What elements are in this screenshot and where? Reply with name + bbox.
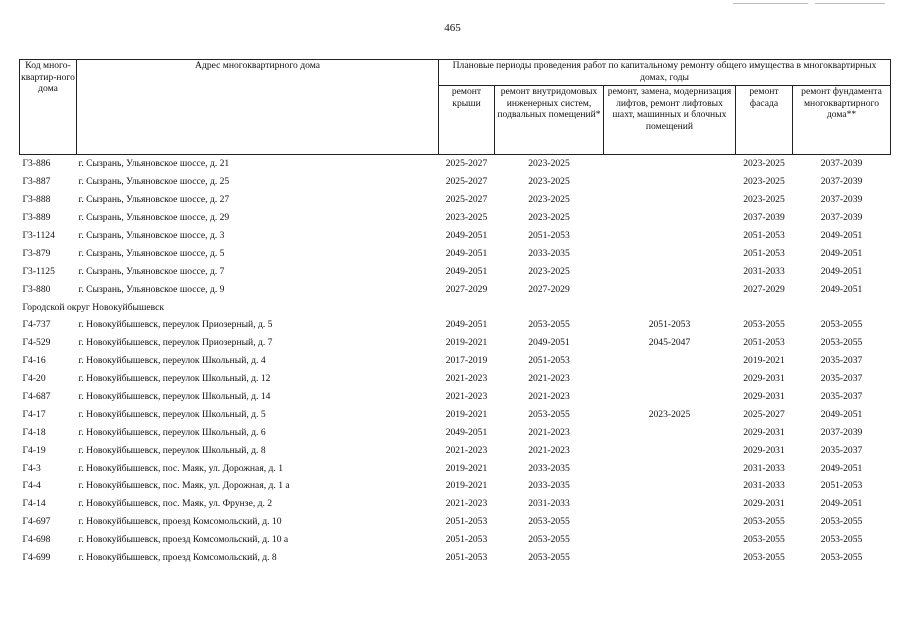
cell-lifts [604,280,736,298]
cell-address: г. Сызрань, Ульяновское шоссе, д. 25 [78,176,230,188]
cell-systems: 2031-2033 [528,498,570,510]
header-periods: Плановые периоды проведения работ по капитальному ремонту общего имущества в многоквартирных домах, годы [439,60,891,86]
cell-address: г. Новокуйбышевск, переулок Школьный, д. 4 [78,355,266,367]
cell-roof: 2051-2053 [445,534,488,546]
table-body [20,155,891,567]
page-number: 465 [444,22,461,34]
cell-foundation: 2053-2055 [820,552,863,564]
cell-lifts [604,549,736,567]
table-row [20,352,891,370]
table-row [20,388,891,406]
cell-code: Г4-697 [22,516,51,528]
cell-facade: 2019-2021 [743,355,785,367]
cell-code: Г4-18 [22,426,46,438]
cell-foundation: 2037-2039 [820,426,863,438]
cell-code: Г4-3 [22,462,41,474]
cell-code: Г4-14 [22,498,46,510]
cell-address: г. Новокуйбышевск, проезд Комсомольский, д. 8 [78,552,277,564]
table-header [20,60,891,155]
cell-foundation: 2037-2039 [820,176,863,188]
cell-systems: 2023-2025 [528,194,570,206]
cell-address: г. Новокуйбышевск, переулок Школьный, д. 8 [78,444,266,456]
cell-foundation: 2049-2051 [820,265,863,277]
cell-foundation: 2051-2053 [820,480,863,492]
cell-lifts [604,155,736,173]
cell-lifts [604,352,736,370]
cell-foundation: 2035-2037 [820,391,863,403]
cell-code: Г4-699 [22,552,51,564]
cell-code: Г3-1124 [22,230,55,241]
cell-facade: 2053-2055 [743,516,785,528]
cell-address: г. Сызрань, Ульяновское шоссе, д. 3 [78,230,225,241]
cell-address: г. Новокуйбышевск, проезд Комсомольский, д. 10 а [78,534,289,546]
cell-foundation: 2049-2051 [820,408,863,420]
cell-foundation: 2053-2055 [820,534,863,546]
cell-systems: 2033-2035 [528,480,570,492]
cell-foundation: 2049-2051 [820,247,863,259]
table-row [20,531,891,549]
table-row [20,280,891,298]
cell-foundation: 2049-2051 [820,283,863,295]
cell-facade: 2023-2025 [743,158,785,170]
table-row [20,513,891,531]
header-lifts: ремонт, замена, модернизация лифтов, ремонт лифтовых шахт, машинных и блочных помещений [604,86,736,155]
cell-facade: 2025-2027 [743,408,785,420]
cell-address: г. Новокуйбышевск, пос. Маяк, ул. Дорожная, д. 1 а [78,480,290,492]
cell-code: Г3-887 [22,176,51,188]
cell-systems: 2023-2025 [528,158,570,170]
cell-foundation: 2053-2055 [820,337,863,349]
cell-foundation: 2035-2037 [820,355,863,367]
cell-systems: 2021-2023 [528,444,570,456]
cell-systems: 2023-2025 [528,212,570,224]
table-row [20,155,891,173]
cell-code: Г4-698 [22,534,51,546]
cell-facade: 2051-2053 [743,337,785,349]
cell-lifts [604,370,736,388]
cell-lifts [604,441,736,459]
cell-systems: 2049-2051 [528,337,570,349]
cell-lifts [604,531,736,549]
cell-systems: 2053-2055 [528,534,570,546]
cell-systems: 2053-2055 [528,408,570,420]
table-row [20,244,891,262]
cell-roof: 2049-2051 [445,265,488,277]
header-systems: ремонт внутридомовых инженерных систем, подвальных помещений* [495,86,604,155]
cell-lifts: 2045-2047 [648,337,691,349]
cell-foundation: 2037-2039 [820,194,863,206]
table-row [20,441,891,459]
cell-roof: 2021-2023 [445,498,488,510]
table-row [20,495,891,513]
cell-address: г. Новокуйбышевск, проезд Комсомольский, д. 10 [78,516,282,528]
cell-roof: 2027-2029 [445,283,488,295]
header-address: Адрес многоквартирного дома [77,60,439,155]
cell-address: г. Сызрань, Ульяновское шоссе, д. 21 [78,158,230,170]
cell-roof: 2021-2023 [445,373,488,385]
cell-code: Г4-737 [22,319,51,331]
cell-facade: 2053-2055 [743,534,785,546]
header-code: Код много-квартир-ного дома [20,60,77,155]
cell-facade: 2029-2031 [743,498,785,510]
cell-roof: 2025-2027 [445,158,488,170]
table-row [20,405,891,423]
cell-address: г. Сызрань, Ульяновское шоссе, д. 9 [78,283,225,295]
cell-facade: 2051-2053 [743,230,785,241]
cell-code: Г4-16 [22,355,46,367]
table-row [20,191,891,209]
table-row [20,459,891,477]
cell-facade: 2029-2031 [743,391,785,403]
cell-lifts [604,209,736,227]
cell-address: г. Новокуйбышевск, переулок Школьный, д. 5 [78,408,266,420]
group-label: Городской округ Новокуйбышевск [22,301,165,313]
cell-facade: 2051-2053 [743,247,785,259]
cell-code: Г3-888 [22,194,51,206]
cell-roof: 2017-2019 [445,355,488,367]
cell-facade: 2053-2055 [743,552,785,564]
cell-roof: 2021-2023 [445,391,488,403]
cell-code: Г3-889 [22,212,51,224]
cell-roof: 2019-2021 [445,337,488,349]
cell-roof: 2019-2021 [445,480,488,492]
cell-foundation: 2053-2055 [820,516,863,528]
cell-roof: 2049-2051 [445,319,488,331]
scan-line [733,3,808,4]
cell-address: г. Новокуйбышевск, пос. Маяк, ул. Фрунзе, д. 2 [78,498,273,510]
cell-code: Г3-886 [22,158,51,170]
cell-foundation: 2049-2051 [820,498,863,510]
cell-lifts [604,423,736,441]
table-row [20,173,891,191]
table-row [20,423,891,441]
cell-lifts [604,191,736,209]
cell-foundation: 2037-2039 [820,158,863,170]
cell-systems: 2053-2055 [528,319,570,331]
header-facade: ремонт фасада [736,86,793,155]
cell-lifts [604,513,736,531]
cell-roof: 2049-2051 [445,247,488,259]
cell-lifts [604,244,736,262]
cell-facade: 2031-2033 [743,462,785,474]
cell-code: Г3-1125 [22,265,55,277]
header-roof: ремонт крыши [439,86,495,155]
cell-roof: 2049-2051 [445,230,488,241]
cell-lifts: 2023-2025 [648,408,691,420]
cell-facade: 2053-2055 [743,319,785,331]
cell-roof: 2051-2053 [445,552,488,564]
cell-lifts [604,173,736,191]
cell-code: Г4-17 [22,408,46,420]
cell-address: г. Новокуйбышевск, переулок Приозерный, д. 7 [78,337,273,349]
cell-facade: 2029-2031 [743,373,785,385]
cell-roof: 2025-2027 [445,176,488,188]
cell-systems: 2027-2029 [528,283,570,295]
cell-systems: 2021-2023 [528,426,570,438]
cell-roof: 2019-2021 [445,408,488,420]
cell-lifts [604,262,736,280]
table-row [20,262,891,280]
cell-address: г. Новокуйбышевск, переулок Школьный, д. 6 [78,426,266,438]
cell-facade: 2029-2031 [743,426,785,438]
cell-systems: 2051-2053 [528,230,570,241]
table-row [20,334,891,352]
cell-systems: 2021-2023 [528,373,570,385]
cell-roof: 2025-2027 [445,194,488,206]
cell-facade: 2031-2033 [743,265,785,277]
cell-lifts [604,477,736,495]
cell-lifts [604,388,736,406]
cell-facade: 2023-2025 [743,194,785,206]
cell-code: Г4-529 [22,337,51,349]
table-row [20,370,891,388]
group-row [20,298,891,316]
cell-roof: 2049-2051 [445,426,488,438]
header-foundation: ремонт фундамента многоквартирного дома** [793,86,891,155]
cell-code: Г3-879 [22,247,51,259]
cell-lifts: 2051-2053 [648,319,691,331]
cell-roof: 2021-2023 [445,444,488,456]
cell-facade: 2027-2029 [743,283,785,295]
cell-facade: 2037-2039 [743,212,785,224]
cell-roof: 2019-2021 [445,462,488,474]
cell-address: г. Сызрань, Ульяновское шоссе, д. 7 [78,265,225,277]
cell-code: Г4-4 [22,480,41,492]
cell-foundation: 2035-2037 [820,373,863,385]
cell-roof: 2051-2053 [445,516,488,528]
table-row [20,316,891,334]
scan-line [815,3,885,4]
cell-facade: 2031-2033 [743,480,785,492]
cell-address: г. Новокуйбышевск, переулок Приозерный, д. 5 [78,319,273,331]
table-row [20,209,891,227]
cell-foundation: 2049-2051 [820,230,863,241]
cell-foundation: 2037-2039 [820,212,863,224]
cell-lifts [604,495,736,513]
cell-code: Г4-20 [22,373,46,385]
cell-roof: 2023-2025 [445,212,488,224]
cell-systems: 2051-2053 [528,355,570,367]
cell-address: г. Сызрань, Ульяновское шоссе, д. 29 [78,212,230,224]
cell-code: Г4-687 [22,391,51,403]
cell-systems: 2023-2025 [528,176,570,188]
cell-foundation: 2053-2055 [820,319,863,331]
cell-facade: 2023-2025 [743,176,785,188]
cell-systems: 2021-2023 [528,391,570,403]
cell-address: г. Сызрань, Ульяновское шоссе, д. 5 [78,247,225,259]
cell-code: Г3-880 [22,283,51,295]
cell-facade: 2029-2031 [743,444,785,456]
cell-address: г. Новокуйбышевск, пос. Маяк, ул. Дорожная, д. 1 [78,462,283,474]
capital-repair-table [19,59,891,566]
table-row [20,477,891,495]
cell-address: г. Новокуйбышевск, переулок Школьный, д. 12 [78,373,271,385]
cell-address: г. Новокуйбышевск, переулок Школьный, д. 14 [78,391,271,403]
cell-systems: 2033-2035 [528,247,570,259]
cell-code: Г4-19 [22,444,46,456]
table-row [20,227,891,245]
cell-systems: 2053-2055 [528,516,570,528]
cell-foundation: 2035-2037 [820,444,863,456]
cell-lifts [604,227,736,245]
cell-lifts [604,459,736,477]
table-row [20,549,891,567]
cell-address: г. Сызрань, Ульяновское шоссе, д. 27 [78,194,230,206]
cell-systems: 2053-2055 [528,552,570,564]
cell-foundation: 2049-2051 [820,462,863,474]
cell-systems: 2033-2035 [528,462,570,474]
cell-systems: 2023-2025 [528,265,570,277]
